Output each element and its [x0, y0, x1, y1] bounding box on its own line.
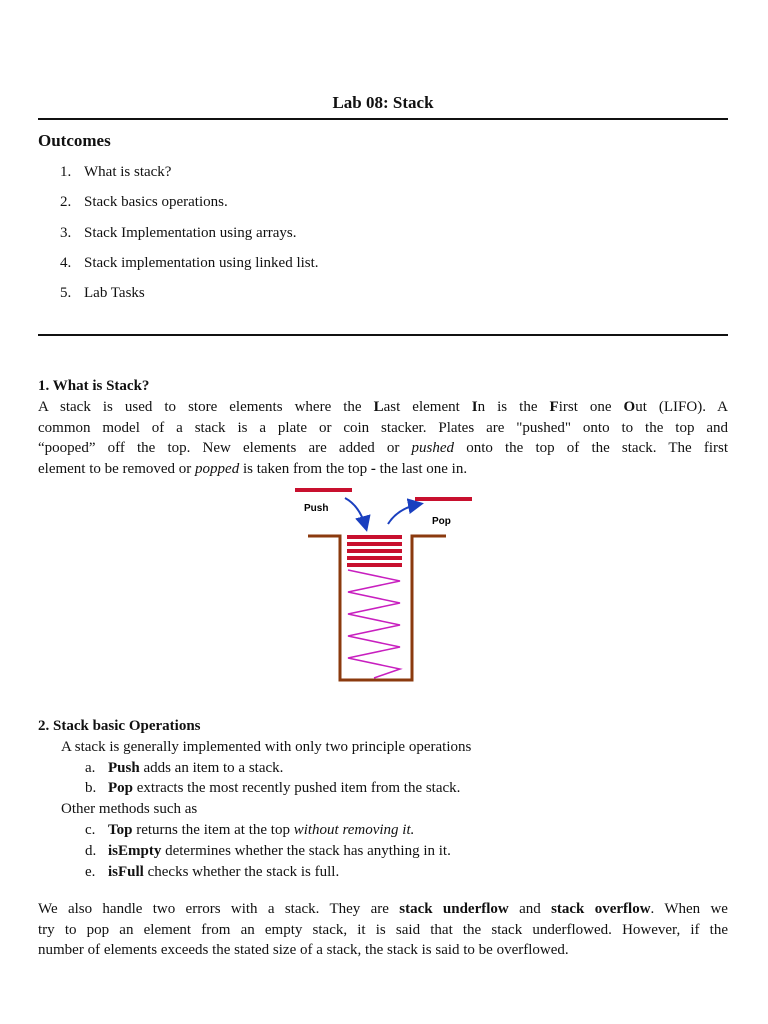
list-item: 4. Stack implementation using linked list.: [60, 254, 319, 271]
title-rule: [38, 118, 728, 120]
paragraph-line: try to pop an element from an empty stack, it is said that the stack underflowed. However, if the: [38, 921, 728, 938]
section2-other: Other methods such as: [61, 801, 198, 818]
push-label: Push: [304, 503, 329, 514]
list-item: 5. Lab Tasks: [60, 285, 145, 302]
section1-paragraph: [38, 397, 728, 480]
list-item: 3. Stack Implementation using arrays.: [60, 224, 297, 241]
stack-diagram: [290, 484, 480, 684]
list-item: b. Pop extracts the most recently pushed item from the stack.: [85, 780, 461, 797]
section1-heading: 1. What is Stack?: [38, 378, 150, 394]
spring: [348, 570, 400, 678]
pop-label: Pop: [432, 516, 451, 527]
stacked-plate: [347, 563, 402, 567]
section2-intro: A stack is generally implemented with only two principle operations: [61, 738, 472, 755]
list-item: 1. What is stack?: [60, 164, 172, 180]
stacked-plate: [347, 556, 402, 560]
section2: [38, 716, 728, 882]
section2-heading: 2. Stack basic Operations: [38, 718, 201, 734]
list-item: d. isEmpty determines whether the stack has anything in it.: [85, 842, 451, 859]
stacked-plate: [347, 549, 402, 553]
paragraph-line: element to be removed or popped is taken from the top - the last one in.: [38, 461, 468, 478]
paragraph-line: common model of a stack is a plate or coin stacker. Plates are "pushed" onto to the top and: [38, 419, 728, 436]
pop-arrow: [388, 504, 420, 524]
pop-plate: [415, 497, 472, 501]
stacked-plate: [347, 542, 402, 546]
list-item: a. Push adds an item to a stack.: [85, 759, 284, 776]
outcomes-list: [60, 164, 319, 315]
errors-paragraph: [38, 899, 728, 961]
paragraph-line: A stack is used to store elements where the Last element In is the First one Out (LIFO). A: [38, 399, 728, 415]
list-item: e. isFull checks whether the stack is full.: [85, 863, 340, 880]
paragraph-line: number of elements exceeds the stated size of a stack, the stack is said to be overflowed.: [38, 942, 569, 959]
paragraph-line: We also handle two errors with a stack. They are stack underflow and stack overflow. When we: [38, 901, 728, 917]
push-arrow: [345, 498, 366, 528]
list-item: c. Top returns the item at the top without removing it.: [85, 821, 415, 838]
paragraph-line: “pooped” off the top. New elements are added or pushed onto the top of the stack. The first: [38, 440, 729, 457]
stacked-plate: [347, 535, 402, 539]
outcomes-heading: Outcomes: [38, 131, 111, 150]
section-rule: [38, 334, 728, 336]
push-plate: [295, 488, 352, 492]
list-item: 2. Stack basics operations.: [60, 194, 228, 211]
page-title: Lab 08: Stack: [332, 93, 434, 112]
